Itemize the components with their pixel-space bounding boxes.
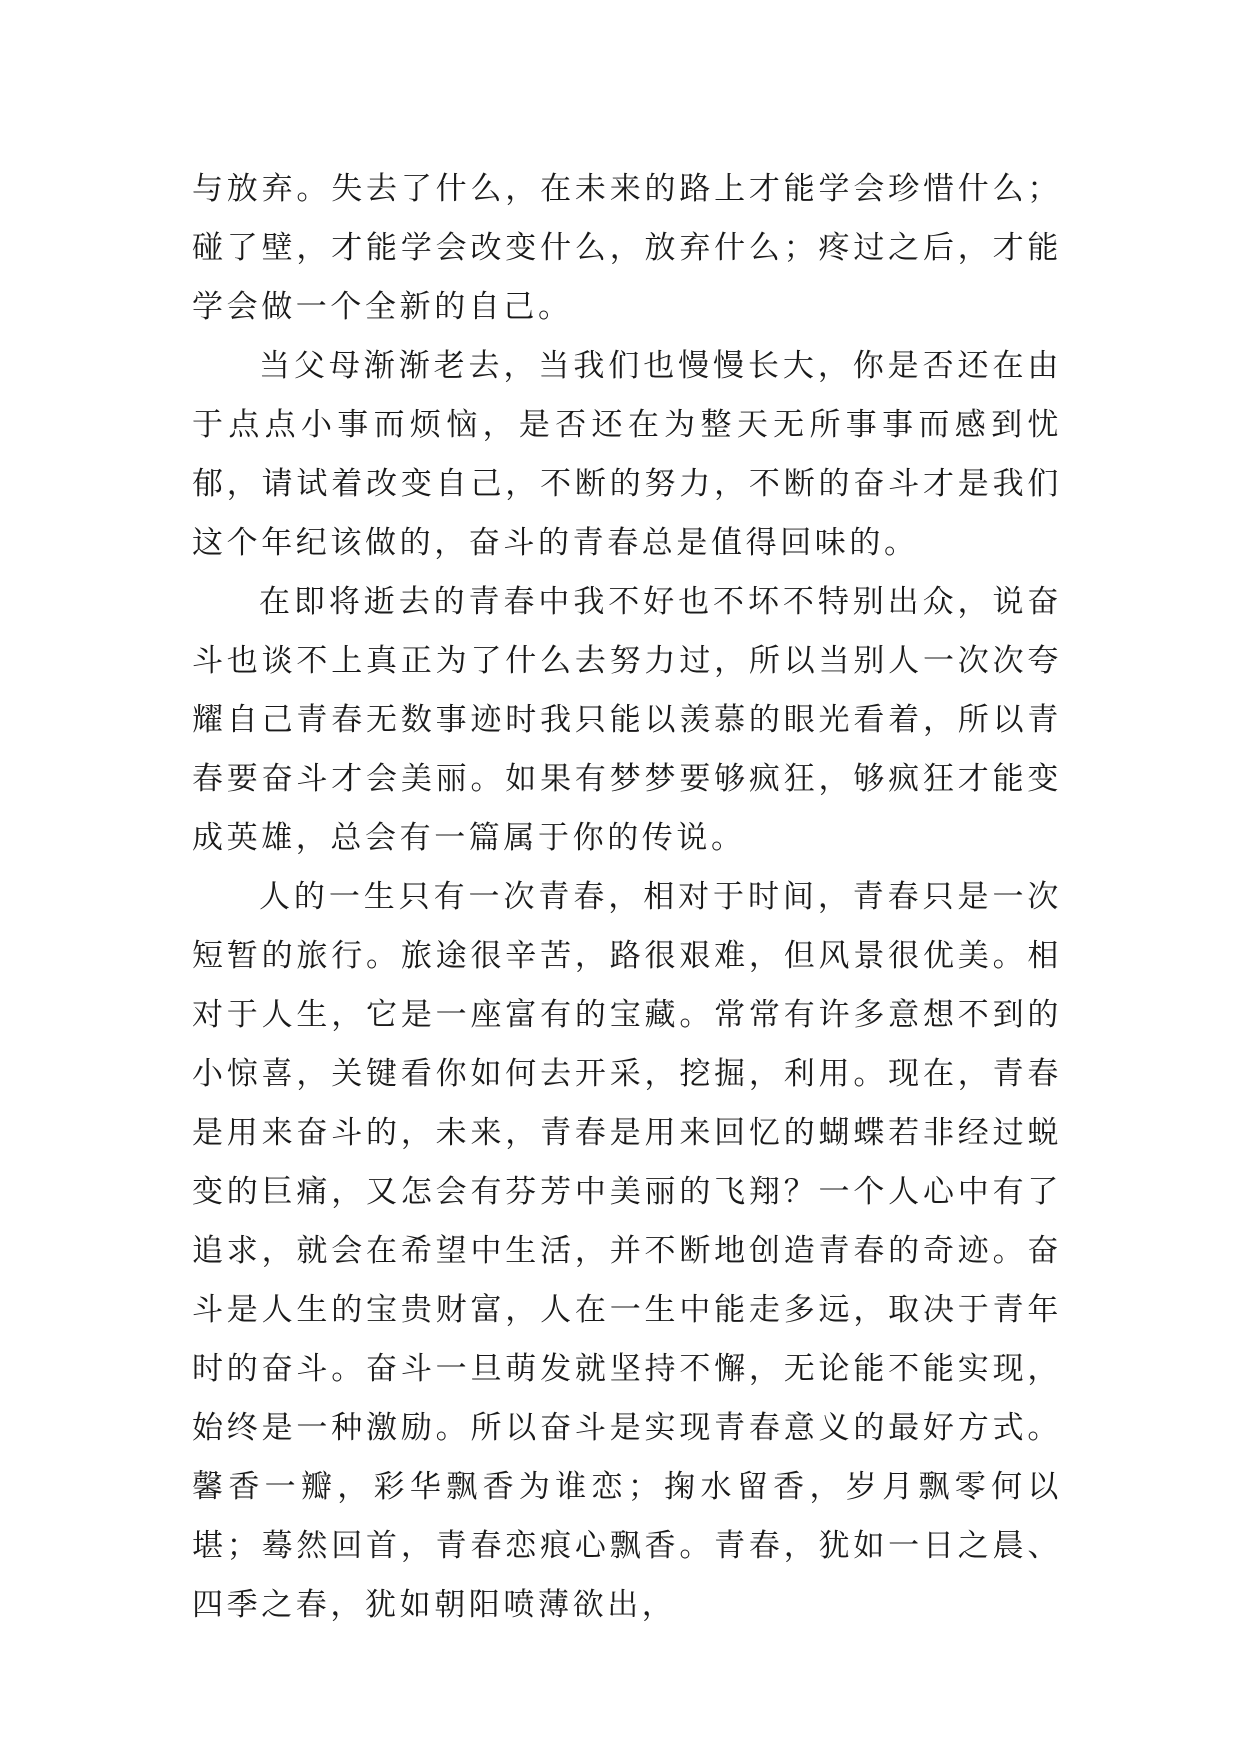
paragraph-3: 在即将逝去的青春中我不好也不坏不特别出众，说奋斗也谈不上真正为了什么去努力过，所以当别人一次次夸耀自己青春无数事迹时我只能以羡慕的眼光看着，所以青春要奋斗才会美丽。如果有梦梦要够疯狂，够疯狂才能变成英雄，总会有一篇属于你的传说。 [192,584,1062,856]
paragraph-1: 与放弃。失去了什么，在未来的路上才能学会珍惜什么；碰了壁，才能学会改变什么，放弃什么；疼过之后，才能学会做一个全新的自己。 [192,171,1062,325]
document-body [192,160,1062,1635]
paragraph-2: 当父母渐渐老去，当我们也慢慢长大，你是否还在由于点点小事而烦恼，是否还在为整天无所事事而感到忧郁，请试着改变自己，不断的努力，不断的奋斗才是我们这个年纪该做的，奋斗的青春总是值得回味的。 [192,348,1062,561]
paragraph-4: 人的一生只有一次青春，相对于时间，青春只是一次短暂的旅行。旅途很辛苦，路很艰难，但风景很优美。相对于人生，它是一座富有的宝藏。常常有许多意想不到的小惊喜，关键看你如何去开采，挖掘，利用。现在，青春是用来奋斗的，未来，青春是用来回忆的蝴蝶若非经过蜕变的巨痛，又怎会有芬芳中美丽的飞翔？一个人心中有了追求，就会在希望中生活，并不断地创造青春的奇迹。奋斗是人生的宝贵财富，人在一生中能走多远，取决于青年时的奋斗。奋斗一旦萌发就坚持不懈，无论能不能实现，始终是一种激励。所以奋斗是实现青春意义的最好方式。馨香一瓣，彩华飘香为谁恋；掬水留香，岁月飘零何以堪；蓦然回首，青春恋痕心飘香。青春，犹如一日之晨、四季之春，犹如朝阳喷薄欲出， [192,879,1062,1623]
